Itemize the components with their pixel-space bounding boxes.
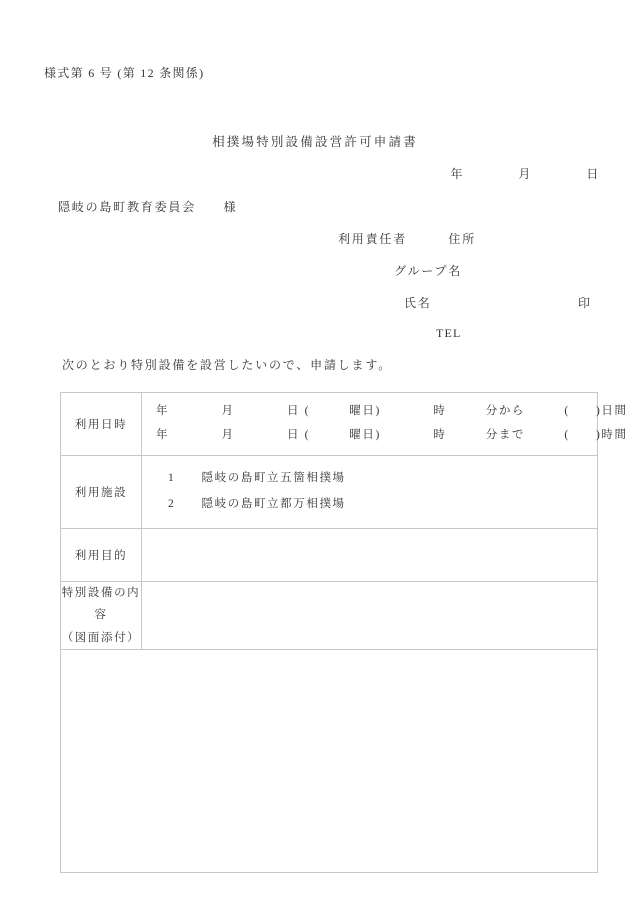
row-value-purpose[interactable]	[142, 529, 598, 582]
equipment-label-line-2: （図面添付）	[61, 631, 141, 644]
applicant-name: 氏名	[404, 296, 432, 310]
datetime-line-from: 年 月 日 ( 曜日) 時 分から ( )日間	[156, 405, 628, 418]
row-value-equipment-details[interactable]	[142, 582, 598, 650]
equipment-label-line-1: 特別設備の内容	[61, 587, 141, 622]
application-statement: 次のとおり特別設備を設営したいので、申請します。	[62, 358, 393, 372]
table-row	[61, 456, 598, 529]
applicant-tel: TEL	[436, 326, 462, 340]
facility-option-1[interactable]: 1 隠岐の島町立五箇相撲場	[168, 472, 346, 485]
row-label-usage-datetime: 利用日時	[61, 393, 142, 456]
facility-option-2[interactable]: 2 隠岐の島町立都万相撲場	[168, 498, 346, 510]
row-label-facility: 利用施設	[61, 456, 142, 529]
row-label-equipment-details	[61, 582, 142, 650]
applicant-role-address: 利用責任者 住所	[338, 232, 477, 246]
page-title: 相撲場特別設備設営許可申請書	[212, 135, 418, 149]
application-table	[60, 392, 628, 873]
row-label-purpose: 利用目的	[61, 529, 142, 582]
drawing-area[interactable]	[61, 650, 598, 873]
seal-mark: 印	[578, 296, 592, 310]
row-value-facility[interactable]	[142, 456, 598, 529]
form-number: 様式第 6 号 (第 12 条関係)	[44, 66, 205, 80]
row-value-usage-datetime[interactable]	[142, 393, 628, 456]
table-row	[61, 650, 598, 873]
applicant-group-name: グループ名	[394, 264, 463, 278]
date-line: 年 月 日	[450, 167, 600, 181]
addressee: 隠岐の島町教育委員会 様	[58, 200, 238, 214]
table-row	[61, 582, 598, 650]
table-row	[61, 393, 598, 456]
table-row	[61, 529, 598, 582]
datetime-line-to: 年 月 日 ( 曜日) 時 分まで ( )時間	[156, 429, 628, 441]
